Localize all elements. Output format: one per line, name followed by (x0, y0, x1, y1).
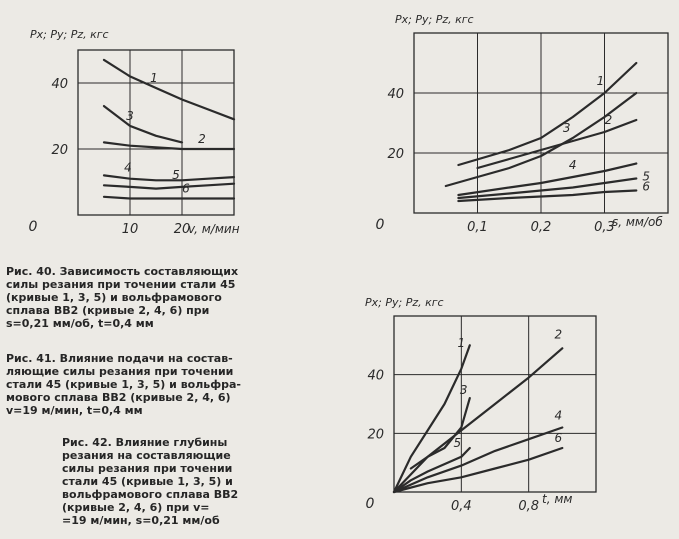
caption-line: резания на составляющие (62, 449, 231, 462)
caption-line: мового сплава ВВ2 (кривые 2, 4, 6) (6, 391, 231, 404)
caption-line: v=19 м/мин, t=0,4 мм (6, 404, 143, 417)
series-label-5: 5 (453, 435, 462, 450)
y-tick-label: 20 (51, 143, 68, 158)
caption-line: Рис. 40. Зависимость составляющих (6, 265, 239, 278)
series-label-6: 6 (182, 181, 190, 196)
x-tick-label: 0,1 (467, 220, 488, 235)
series-line-3 (104, 106, 182, 142)
caption-line: s=0,21 мм/об, t=0,4 мм (6, 317, 154, 330)
x-axis-label: v, м/мин (188, 222, 240, 236)
y-tick-label: 40 (367, 368, 384, 384)
x-tick-label: 10 (121, 222, 139, 237)
x-tick-label: 0,8 (518, 499, 540, 514)
caption-line: силы резания при точении стали 45 (6, 278, 236, 291)
series-label-4: 4 (568, 158, 577, 172)
caption-fig42 (62, 436, 262, 527)
series-label-6: 6 (554, 431, 563, 445)
x-axis-label: s, мм/об (612, 215, 663, 229)
series-line-4 (104, 175, 234, 180)
x-tick-label: 0,4 (450, 499, 472, 514)
series-label-2: 2 (604, 113, 613, 127)
x-tick-label: 0,2 (530, 220, 552, 235)
x-tick-label: 20 (173, 222, 191, 237)
x-tick-label: 0 (28, 219, 38, 235)
series-label-6: 6 (642, 179, 651, 194)
series-label-4: 4 (554, 408, 563, 423)
y-tick-label: 40 (51, 77, 68, 92)
series-label-3: 3 (562, 121, 571, 135)
caption-line: Рис. 42. Влияние глубины (62, 436, 228, 449)
series-label-2: 2 (554, 327, 563, 342)
caption-line: Рис. 41. Влияние подачи на состав- (6, 352, 233, 365)
x-tick-label: 0,3 (594, 220, 615, 235)
x-tick-label: 0 (365, 496, 375, 512)
caption-line: (кривые 1, 3, 5) и вольфрамового (6, 291, 222, 304)
y-tick-label: 20 (387, 147, 404, 162)
series-line-4 (394, 428, 562, 493)
caption-line: сплава ВВ2 (кривые 2, 4, 6) при (6, 304, 210, 317)
caption-line: стали 45 (кривые 1, 3, 5) и вольфра- (6, 378, 242, 391)
y-tick-label: 40 (387, 87, 404, 102)
series-label-3: 3 (126, 108, 134, 123)
caption-line: вольфрамового сплава ВВ2 (62, 488, 239, 501)
series-label-4: 4 (124, 160, 132, 175)
series-label-1: 1 (457, 335, 466, 350)
caption-line: силы резания при точении (62, 462, 233, 475)
series-label-1: 1 (150, 70, 158, 85)
series-line-1 (104, 60, 234, 119)
series-label-3: 3 (459, 383, 468, 398)
y-tick-label: 20 (367, 427, 384, 443)
series-line-5 (104, 184, 234, 189)
caption-line: стали 45 (кривые 1, 3, 5) и (62, 475, 233, 488)
series-label-5: 5 (172, 167, 180, 182)
caption-fig40 (6, 265, 276, 330)
caption-fig41 (6, 352, 276, 417)
y-axis-label: Px; Py; Pz, кгс (30, 28, 109, 41)
series-label-1: 1 (596, 74, 605, 88)
series-label-5: 5 (642, 169, 651, 184)
series-line-2 (104, 142, 234, 149)
y-axis-label: Px; Py; Pz, кгс (365, 296, 444, 309)
series-line-2 (394, 348, 562, 492)
x-axis-label: t, мм (542, 492, 573, 506)
series-line-6 (394, 448, 562, 492)
caption-line: =19 м/мин, s=0,21 мм/об (62, 514, 220, 527)
series-line-6 (104, 197, 234, 199)
caption-line: ляющие силы резания при точении (6, 365, 234, 378)
x-tick-label: 0 (375, 217, 385, 233)
caption-line: (кривые 2, 4, 6) при v= (62, 501, 210, 514)
y-axis-label: Px; Py; Pz, кгс (395, 13, 474, 26)
series-label-2: 2 (198, 132, 206, 146)
